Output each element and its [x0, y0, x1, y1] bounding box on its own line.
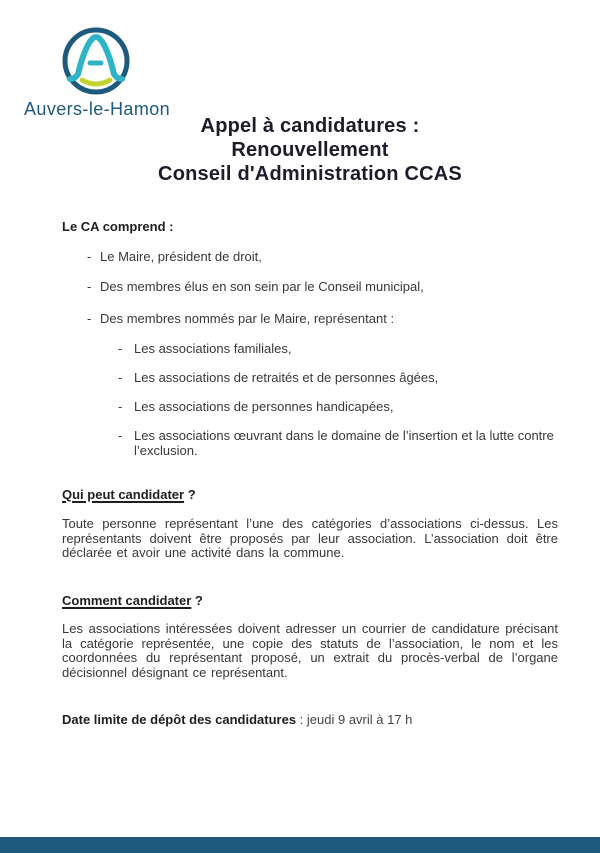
sub-list-item-text: Les associations familiales,	[134, 341, 292, 356]
section-qui-peut-candidater	[62, 487, 558, 561]
dash-marker: -	[118, 428, 123, 443]
sub-list-item	[118, 399, 558, 414]
deadline-label: Date limite de dépôt des candidatures	[62, 712, 297, 727]
section-qui-heading	[62, 487, 558, 502]
sub-list-item	[118, 370, 558, 385]
sub-list-item-text: Les associations œuvrant dans le domaine de l’insertion et la lutte contre l’exclusion.	[134, 428, 554, 458]
section-qui-heading-text: Qui peut candidater	[62, 487, 185, 502]
footer-bar	[0, 837, 600, 853]
section-comment-heading	[62, 593, 558, 608]
deadline-value: : jeudi 9 avril à 17 h	[296, 712, 413, 727]
section-comment-heading-text: Comment candidater	[62, 593, 192, 608]
list-item-text: Des membres élus en son sein par le Conseil municipal,	[100, 279, 424, 294]
list-item-text: Le Maire, président de droit,	[100, 249, 262, 264]
page-title-line3: Conseil d'Administration CCAS	[158, 163, 462, 185]
sub-list-item-text: Les associations de retraités et de personnes âgées,	[134, 370, 439, 385]
section-qui-heading-suffix: ?	[184, 487, 196, 502]
deadline-line	[62, 712, 558, 727]
section-comment-candidater	[62, 593, 558, 680]
dash-marker: -	[87, 311, 92, 326]
list-item	[87, 249, 558, 264]
section-comment-paragraph: Les associations intéressées doivent adresser un courrier de candidature précisant la catégorie représentée, une copie des statuts de l’association, le nom et les coordonnées du représentant proposé, un extrait du procès-verbal de l’organe décisionnel désignant ce représentant.	[62, 621, 558, 680]
list-item	[87, 279, 558, 294]
commune-logo	[24, 26, 194, 120]
sub-list-item-text: Les associations de personnes handicapées,	[134, 399, 394, 414]
page-title-line2: Renouvellement	[231, 139, 389, 161]
section-qui-paragraph: Toute personne représentant l’une des catégories d’associations ci-dessus. Les représentants doivent être proposés par leur association. L’association doit être déclarée et avoir une activité dans la commune.	[62, 516, 558, 561]
section-ca-heading: Le CA comprend :	[62, 219, 174, 234]
list-item	[87, 311, 558, 326]
auvers-le-hamon-logo-icon	[57, 26, 135, 96]
section-comment-heading-suffix: ?	[191, 593, 203, 608]
list-item-text: Des membres nommés par le Maire, représentant :	[100, 311, 395, 326]
dash-marker: -	[87, 279, 92, 294]
page-title	[62, 114, 558, 186]
dash-marker: -	[118, 370, 123, 385]
sub-list-item	[118, 428, 558, 458]
dash-marker: -	[118, 341, 123, 356]
page-title-line1: Appel à candidatures :	[200, 115, 420, 137]
section-ca	[62, 219, 558, 458]
commune-name: Auvers-le-Hamon	[24, 99, 171, 119]
dash-marker: -	[87, 249, 92, 264]
dash-marker: -	[118, 399, 123, 414]
sub-list-item	[118, 341, 558, 356]
